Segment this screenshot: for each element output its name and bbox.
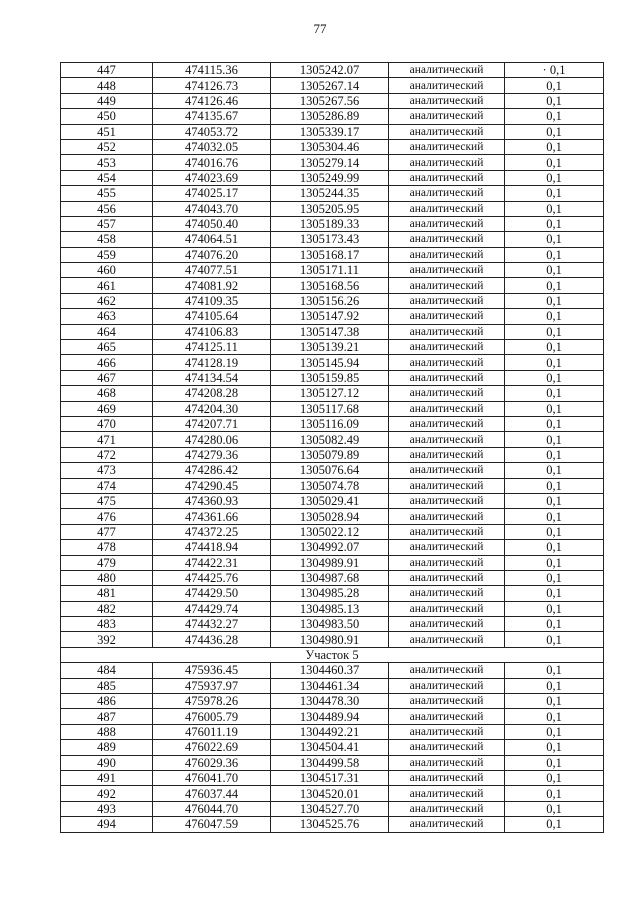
- method-cell: аналитический: [389, 617, 505, 632]
- method-cell: аналитический: [389, 632, 505, 647]
- x-coordinate-cell: 474425.76: [153, 570, 271, 585]
- method-cell: аналитический: [389, 447, 505, 462]
- y-coordinate-cell: 1304525.76: [271, 817, 389, 832]
- accuracy-cell: 0,1: [505, 293, 604, 308]
- point-number-cell: 483: [61, 617, 153, 632]
- accuracy-cell: 0,1: [505, 463, 604, 478]
- point-number-cell: 467: [61, 370, 153, 385]
- table-row: [61, 63, 604, 78]
- method-cell: аналитический: [389, 524, 505, 539]
- table-row: [61, 201, 604, 216]
- x-coordinate-cell: 474286.42: [153, 463, 271, 478]
- accuracy-cell: 0,1: [505, 309, 604, 324]
- x-coordinate-cell: 476029.36: [153, 755, 271, 770]
- y-coordinate-cell: 1305339.17: [271, 124, 389, 139]
- table-row: [61, 463, 604, 478]
- x-coordinate-cell: 474109.35: [153, 293, 271, 308]
- accuracy-cell: 0,1: [505, 263, 604, 278]
- x-coordinate-cell: 474032.05: [153, 139, 271, 154]
- point-number-cell: 479: [61, 555, 153, 570]
- point-number-cell: 470: [61, 416, 153, 431]
- point-number-cell: 491: [61, 770, 153, 785]
- y-coordinate-cell: 1305082.49: [271, 432, 389, 447]
- y-coordinate-cell: 1305171.11: [271, 263, 389, 278]
- x-coordinate-cell: 474432.27: [153, 617, 271, 632]
- point-number-cell: 480: [61, 570, 153, 585]
- x-coordinate-cell: 474436.28: [153, 632, 271, 647]
- method-cell: аналитический: [389, 109, 505, 124]
- point-number-cell: 473: [61, 463, 153, 478]
- y-coordinate-cell: 1305147.38: [271, 324, 389, 339]
- point-number-cell: 474: [61, 478, 153, 493]
- accuracy-cell: 0,1: [505, 93, 604, 108]
- point-number-cell: 471: [61, 432, 153, 447]
- point-number-cell: 466: [61, 355, 153, 370]
- x-coordinate-cell: 474077.51: [153, 263, 271, 278]
- accuracy-cell: 0,1: [505, 678, 604, 693]
- point-number-cell: 468: [61, 386, 153, 401]
- table-row: [61, 355, 604, 370]
- table-row: [61, 617, 604, 632]
- y-coordinate-cell: 1304489.94: [271, 709, 389, 724]
- y-coordinate-cell: 1304492.21: [271, 724, 389, 739]
- x-coordinate-cell: 474372.25: [153, 524, 271, 539]
- table-row: [61, 447, 604, 462]
- table-row: [61, 663, 604, 678]
- accuracy-cell: 0,1: [505, 232, 604, 247]
- method-cell: аналитический: [389, 232, 505, 247]
- method-cell: аналитический: [389, 124, 505, 139]
- x-coordinate-cell: 474050.40: [153, 216, 271, 231]
- x-coordinate-cell: 474016.76: [153, 155, 271, 170]
- x-coordinate-cell: 474105.64: [153, 309, 271, 324]
- y-coordinate-cell: 1305159.85: [271, 370, 389, 385]
- point-number-cell: 459: [61, 247, 153, 262]
- accuracy-cell: 0,1: [505, 801, 604, 816]
- y-coordinate-cell: 1305267.56: [271, 93, 389, 108]
- accuracy-cell: 0,1: [505, 186, 604, 201]
- point-number-cell: 456: [61, 201, 153, 216]
- table-row: [61, 801, 604, 816]
- x-coordinate-cell: 474043.70: [153, 201, 271, 216]
- accuracy-cell: 0,1: [505, 109, 604, 124]
- accuracy-cell: 0,1: [505, 786, 604, 801]
- x-coordinate-cell: 474125.11: [153, 340, 271, 355]
- x-coordinate-cell: 474290.45: [153, 478, 271, 493]
- y-coordinate-cell: 1304461.34: [271, 678, 389, 693]
- x-coordinate-cell: 474106.83: [153, 324, 271, 339]
- y-coordinate-cell: 1304992.07: [271, 540, 389, 555]
- point-number-cell: 457: [61, 216, 153, 231]
- method-cell: аналитический: [389, 386, 505, 401]
- method-cell: аналитический: [389, 555, 505, 570]
- accuracy-cell: 0,1: [505, 416, 604, 431]
- method-cell: аналитический: [389, 355, 505, 370]
- section-title: Участок 5: [61, 647, 604, 662]
- y-coordinate-cell: 1304504.41: [271, 740, 389, 755]
- table-row: [61, 124, 604, 139]
- table-row: [61, 340, 604, 355]
- y-coordinate-cell: 1305127.12: [271, 386, 389, 401]
- table-row: [61, 416, 604, 431]
- table-row: [61, 78, 604, 93]
- accuracy-cell: 0,1: [505, 324, 604, 339]
- x-coordinate-cell: 475936.45: [153, 663, 271, 678]
- y-coordinate-cell: 1305279.14: [271, 155, 389, 170]
- table-row: [61, 109, 604, 124]
- y-coordinate-cell: 1304985.28: [271, 586, 389, 601]
- point-number-cell: 492: [61, 786, 153, 801]
- y-coordinate-cell: 1305242.07: [271, 63, 389, 78]
- accuracy-cell: 0,1: [505, 617, 604, 632]
- table-row: [61, 139, 604, 154]
- point-number-cell: 452: [61, 139, 153, 154]
- y-coordinate-cell: 1304527.70: [271, 801, 389, 816]
- accuracy-cell: 0,1: [505, 355, 604, 370]
- table-row: [61, 170, 604, 185]
- table-row: [61, 155, 604, 170]
- method-cell: аналитический: [389, 201, 505, 216]
- point-number-cell: 481: [61, 586, 153, 601]
- point-number-cell: 469: [61, 401, 153, 416]
- method-cell: аналитический: [389, 709, 505, 724]
- accuracy-cell: 0,1: [505, 755, 604, 770]
- coordinates-table: [60, 62, 604, 833]
- table-row: [61, 216, 604, 231]
- table-row: [61, 386, 604, 401]
- point-number-cell: 447: [61, 63, 153, 78]
- accuracy-cell: 0,1: [505, 509, 604, 524]
- accuracy-cell: 0,1: [505, 540, 604, 555]
- y-coordinate-cell: 1305156.26: [271, 293, 389, 308]
- y-coordinate-cell: 1304989.91: [271, 555, 389, 570]
- point-number-cell: 487: [61, 709, 153, 724]
- accuracy-cell: 0,1: [505, 817, 604, 832]
- method-cell: аналитический: [389, 570, 505, 585]
- x-coordinate-cell: 474204.30: [153, 401, 271, 416]
- table-row: [61, 478, 604, 493]
- method-cell: аналитический: [389, 416, 505, 431]
- method-cell: аналитический: [389, 663, 505, 678]
- accuracy-cell: 0,1: [505, 278, 604, 293]
- x-coordinate-cell: 474429.74: [153, 601, 271, 616]
- method-cell: аналитический: [389, 216, 505, 231]
- x-coordinate-cell: 474064.51: [153, 232, 271, 247]
- point-number-cell: 464: [61, 324, 153, 339]
- point-number-cell: 462: [61, 293, 153, 308]
- point-number-cell: 482: [61, 601, 153, 616]
- table-row: [61, 755, 604, 770]
- method-cell: аналитический: [389, 247, 505, 262]
- accuracy-cell: 0,1: [505, 201, 604, 216]
- x-coordinate-cell: 474361.66: [153, 509, 271, 524]
- x-coordinate-cell: 476041.70: [153, 770, 271, 785]
- method-cell: аналитический: [389, 93, 505, 108]
- point-number-cell: 450: [61, 109, 153, 124]
- table-row: [61, 186, 604, 201]
- x-coordinate-cell: 474208.28: [153, 386, 271, 401]
- method-cell: аналитический: [389, 278, 505, 293]
- point-number-cell: 490: [61, 755, 153, 770]
- y-coordinate-cell: 1304499.58: [271, 755, 389, 770]
- page-number: 77: [313, 21, 327, 36]
- accuracy-cell: 0,1: [505, 155, 604, 170]
- y-coordinate-cell: 1305117.68: [271, 401, 389, 416]
- accuracy-cell: 0,1: [505, 447, 604, 462]
- method-cell: аналитический: [389, 186, 505, 201]
- x-coordinate-cell: 475978.26: [153, 694, 271, 709]
- y-coordinate-cell: 1305168.17: [271, 247, 389, 262]
- table-row: [61, 370, 604, 385]
- table-row: [61, 247, 604, 262]
- accuracy-cell: 0,1: [505, 601, 604, 616]
- point-number-cell: 476: [61, 509, 153, 524]
- accuracy-cell: 0,1: [505, 570, 604, 585]
- point-number-cell: 489: [61, 740, 153, 755]
- x-coordinate-cell: 474053.72: [153, 124, 271, 139]
- method-cell: аналитический: [389, 401, 505, 416]
- table-row: [61, 570, 604, 585]
- x-coordinate-cell: 474126.73: [153, 78, 271, 93]
- x-coordinate-cell: 476037.44: [153, 786, 271, 801]
- table-row: [61, 263, 604, 278]
- method-cell: аналитический: [389, 478, 505, 493]
- y-coordinate-cell: 1305189.33: [271, 216, 389, 231]
- x-coordinate-cell: 474280.06: [153, 432, 271, 447]
- x-coordinate-cell: 474076.20: [153, 247, 271, 262]
- point-number-cell: 485: [61, 678, 153, 693]
- accuracy-cell: 0,1: [505, 370, 604, 385]
- y-coordinate-cell: 1305022.12: [271, 524, 389, 539]
- x-coordinate-cell: 474360.93: [153, 493, 271, 508]
- y-coordinate-cell: 1305304.46: [271, 139, 389, 154]
- table-row: [61, 293, 604, 308]
- point-number-cell: 448: [61, 78, 153, 93]
- accuracy-cell: 0,1: [505, 139, 604, 154]
- point-number-cell: 458: [61, 232, 153, 247]
- table-row: [61, 740, 604, 755]
- y-coordinate-cell: 1304985.13: [271, 601, 389, 616]
- method-cell: аналитический: [389, 463, 505, 478]
- method-cell: аналитический: [389, 770, 505, 785]
- y-coordinate-cell: 1305249.99: [271, 170, 389, 185]
- point-number-cell: 478: [61, 540, 153, 555]
- accuracy-cell: · 0,1: [505, 63, 604, 78]
- table-row: [61, 694, 604, 709]
- accuracy-cell: 0,1: [505, 386, 604, 401]
- accuracy-cell: 0,1: [505, 401, 604, 416]
- accuracy-cell: 0,1: [505, 432, 604, 447]
- method-cell: аналитический: [389, 493, 505, 508]
- accuracy-cell: 0,1: [505, 493, 604, 508]
- table-row: [61, 401, 604, 416]
- x-coordinate-cell: 476044.70: [153, 801, 271, 816]
- x-coordinate-cell: 476047.59: [153, 817, 271, 832]
- table-row: [61, 601, 604, 616]
- table-row: [61, 493, 604, 508]
- y-coordinate-cell: 1305147.92: [271, 309, 389, 324]
- accuracy-cell: 0,1: [505, 694, 604, 709]
- y-coordinate-cell: 1304460.37: [271, 663, 389, 678]
- table-row: [61, 586, 604, 601]
- table-row: [61, 786, 604, 801]
- y-coordinate-cell: 1305244.35: [271, 186, 389, 201]
- method-cell: аналитический: [389, 586, 505, 601]
- y-coordinate-cell: 1304520.01: [271, 786, 389, 801]
- table-row: [61, 678, 604, 693]
- method-cell: аналитический: [389, 801, 505, 816]
- accuracy-cell: 0,1: [505, 524, 604, 539]
- table-row: [61, 432, 604, 447]
- point-number-cell: 460: [61, 263, 153, 278]
- accuracy-cell: 0,1: [505, 555, 604, 570]
- y-coordinate-cell: 1304987.68: [271, 570, 389, 585]
- accuracy-cell: 0,1: [505, 770, 604, 785]
- method-cell: аналитический: [389, 340, 505, 355]
- y-coordinate-cell: 1304980.91: [271, 632, 389, 647]
- method-cell: аналитический: [389, 78, 505, 93]
- point-number-cell: 494: [61, 817, 153, 832]
- point-number-cell: 493: [61, 801, 153, 816]
- x-coordinate-cell: 474126.46: [153, 93, 271, 108]
- method-cell: аналитический: [389, 139, 505, 154]
- point-number-cell: 472: [61, 447, 153, 462]
- y-coordinate-cell: 1305139.21: [271, 340, 389, 355]
- point-number-cell: 463: [61, 309, 153, 324]
- accuracy-cell: 0,1: [505, 124, 604, 139]
- table-row: [61, 770, 604, 785]
- accuracy-cell: 0,1: [505, 740, 604, 755]
- accuracy-cell: 0,1: [505, 216, 604, 231]
- method-cell: аналитический: [389, 63, 505, 78]
- method-cell: аналитический: [389, 755, 505, 770]
- method-cell: аналитический: [389, 509, 505, 524]
- x-coordinate-cell: 474279.36: [153, 447, 271, 462]
- x-coordinate-cell: 474422.31: [153, 555, 271, 570]
- method-cell: аналитический: [389, 724, 505, 739]
- table-row: [61, 232, 604, 247]
- y-coordinate-cell: 1305267.14: [271, 78, 389, 93]
- table-row: [61, 632, 604, 647]
- point-number-cell: 484: [61, 663, 153, 678]
- table-row: [61, 709, 604, 724]
- x-coordinate-cell: 474135.67: [153, 109, 271, 124]
- method-cell: аналитический: [389, 694, 505, 709]
- point-number-cell: 453: [61, 155, 153, 170]
- accuracy-cell: 0,1: [505, 586, 604, 601]
- method-cell: аналитический: [389, 540, 505, 555]
- table-row: [61, 555, 604, 570]
- x-coordinate-cell: 474418.94: [153, 540, 271, 555]
- point-number-cell: 465: [61, 340, 153, 355]
- table-row: [61, 278, 604, 293]
- x-coordinate-cell: 474207.71: [153, 416, 271, 431]
- point-number-cell: 392: [61, 632, 153, 647]
- table-row: [61, 524, 604, 539]
- x-coordinate-cell: 474115.36: [153, 63, 271, 78]
- accuracy-cell: 0,1: [505, 170, 604, 185]
- section-row: [61, 647, 604, 662]
- y-coordinate-cell: 1305079.89: [271, 447, 389, 462]
- point-number-cell: 454: [61, 170, 153, 185]
- table-row: [61, 724, 604, 739]
- point-number-cell: 486: [61, 694, 153, 709]
- y-coordinate-cell: 1305173.43: [271, 232, 389, 247]
- method-cell: аналитический: [389, 309, 505, 324]
- table-row: [61, 324, 604, 339]
- accuracy-cell: 0,1: [505, 478, 604, 493]
- x-coordinate-cell: 474134.54: [153, 370, 271, 385]
- y-coordinate-cell: 1305076.64: [271, 463, 389, 478]
- method-cell: аналитический: [389, 293, 505, 308]
- x-coordinate-cell: 474429.50: [153, 586, 271, 601]
- y-coordinate-cell: 1305286.89: [271, 109, 389, 124]
- method-cell: аналитический: [389, 601, 505, 616]
- method-cell: аналитический: [389, 324, 505, 339]
- x-coordinate-cell: 476005.79: [153, 709, 271, 724]
- method-cell: аналитический: [389, 263, 505, 278]
- method-cell: аналитический: [389, 786, 505, 801]
- x-coordinate-cell: 474023.69: [153, 170, 271, 185]
- accuracy-cell: 0,1: [505, 724, 604, 739]
- point-number-cell: 475: [61, 493, 153, 508]
- x-coordinate-cell: 476022.69: [153, 740, 271, 755]
- coordinates-table-body: [61, 63, 604, 833]
- table-row: [61, 309, 604, 324]
- accuracy-cell: 0,1: [505, 78, 604, 93]
- y-coordinate-cell: 1305074.78: [271, 478, 389, 493]
- method-cell: аналитический: [389, 170, 505, 185]
- y-coordinate-cell: 1304478.30: [271, 694, 389, 709]
- table-row: [61, 540, 604, 555]
- y-coordinate-cell: 1305168.56: [271, 278, 389, 293]
- accuracy-cell: 0,1: [505, 247, 604, 262]
- method-cell: аналитический: [389, 817, 505, 832]
- y-coordinate-cell: 1305145.94: [271, 355, 389, 370]
- x-coordinate-cell: 475937.97: [153, 678, 271, 693]
- method-cell: аналитический: [389, 370, 505, 385]
- y-coordinate-cell: 1304517.31: [271, 770, 389, 785]
- method-cell: аналитический: [389, 155, 505, 170]
- table-row: [61, 93, 604, 108]
- table-row: [61, 817, 604, 832]
- table-row: [61, 509, 604, 524]
- accuracy-cell: 0,1: [505, 709, 604, 724]
- method-cell: аналитический: [389, 432, 505, 447]
- accuracy-cell: 0,1: [505, 340, 604, 355]
- x-coordinate-cell: 474081.92: [153, 278, 271, 293]
- method-cell: аналитический: [389, 740, 505, 755]
- y-coordinate-cell: 1305205.95: [271, 201, 389, 216]
- x-coordinate-cell: 476011.19: [153, 724, 271, 739]
- point-number-cell: 455: [61, 186, 153, 201]
- point-number-cell: 449: [61, 93, 153, 108]
- y-coordinate-cell: 1305028.94: [271, 509, 389, 524]
- point-number-cell: 451: [61, 124, 153, 139]
- accuracy-cell: 0,1: [505, 632, 604, 647]
- accuracy-cell: 0,1: [505, 663, 604, 678]
- method-cell: аналитический: [389, 678, 505, 693]
- x-coordinate-cell: 474025.17: [153, 186, 271, 201]
- point-number-cell: 477: [61, 524, 153, 539]
- y-coordinate-cell: 1305029.41: [271, 493, 389, 508]
- x-coordinate-cell: 474128.19: [153, 355, 271, 370]
- point-number-cell: 461: [61, 278, 153, 293]
- y-coordinate-cell: 1304983.50: [271, 617, 389, 632]
- point-number-cell: 488: [61, 724, 153, 739]
- y-coordinate-cell: 1305116.09: [271, 416, 389, 431]
